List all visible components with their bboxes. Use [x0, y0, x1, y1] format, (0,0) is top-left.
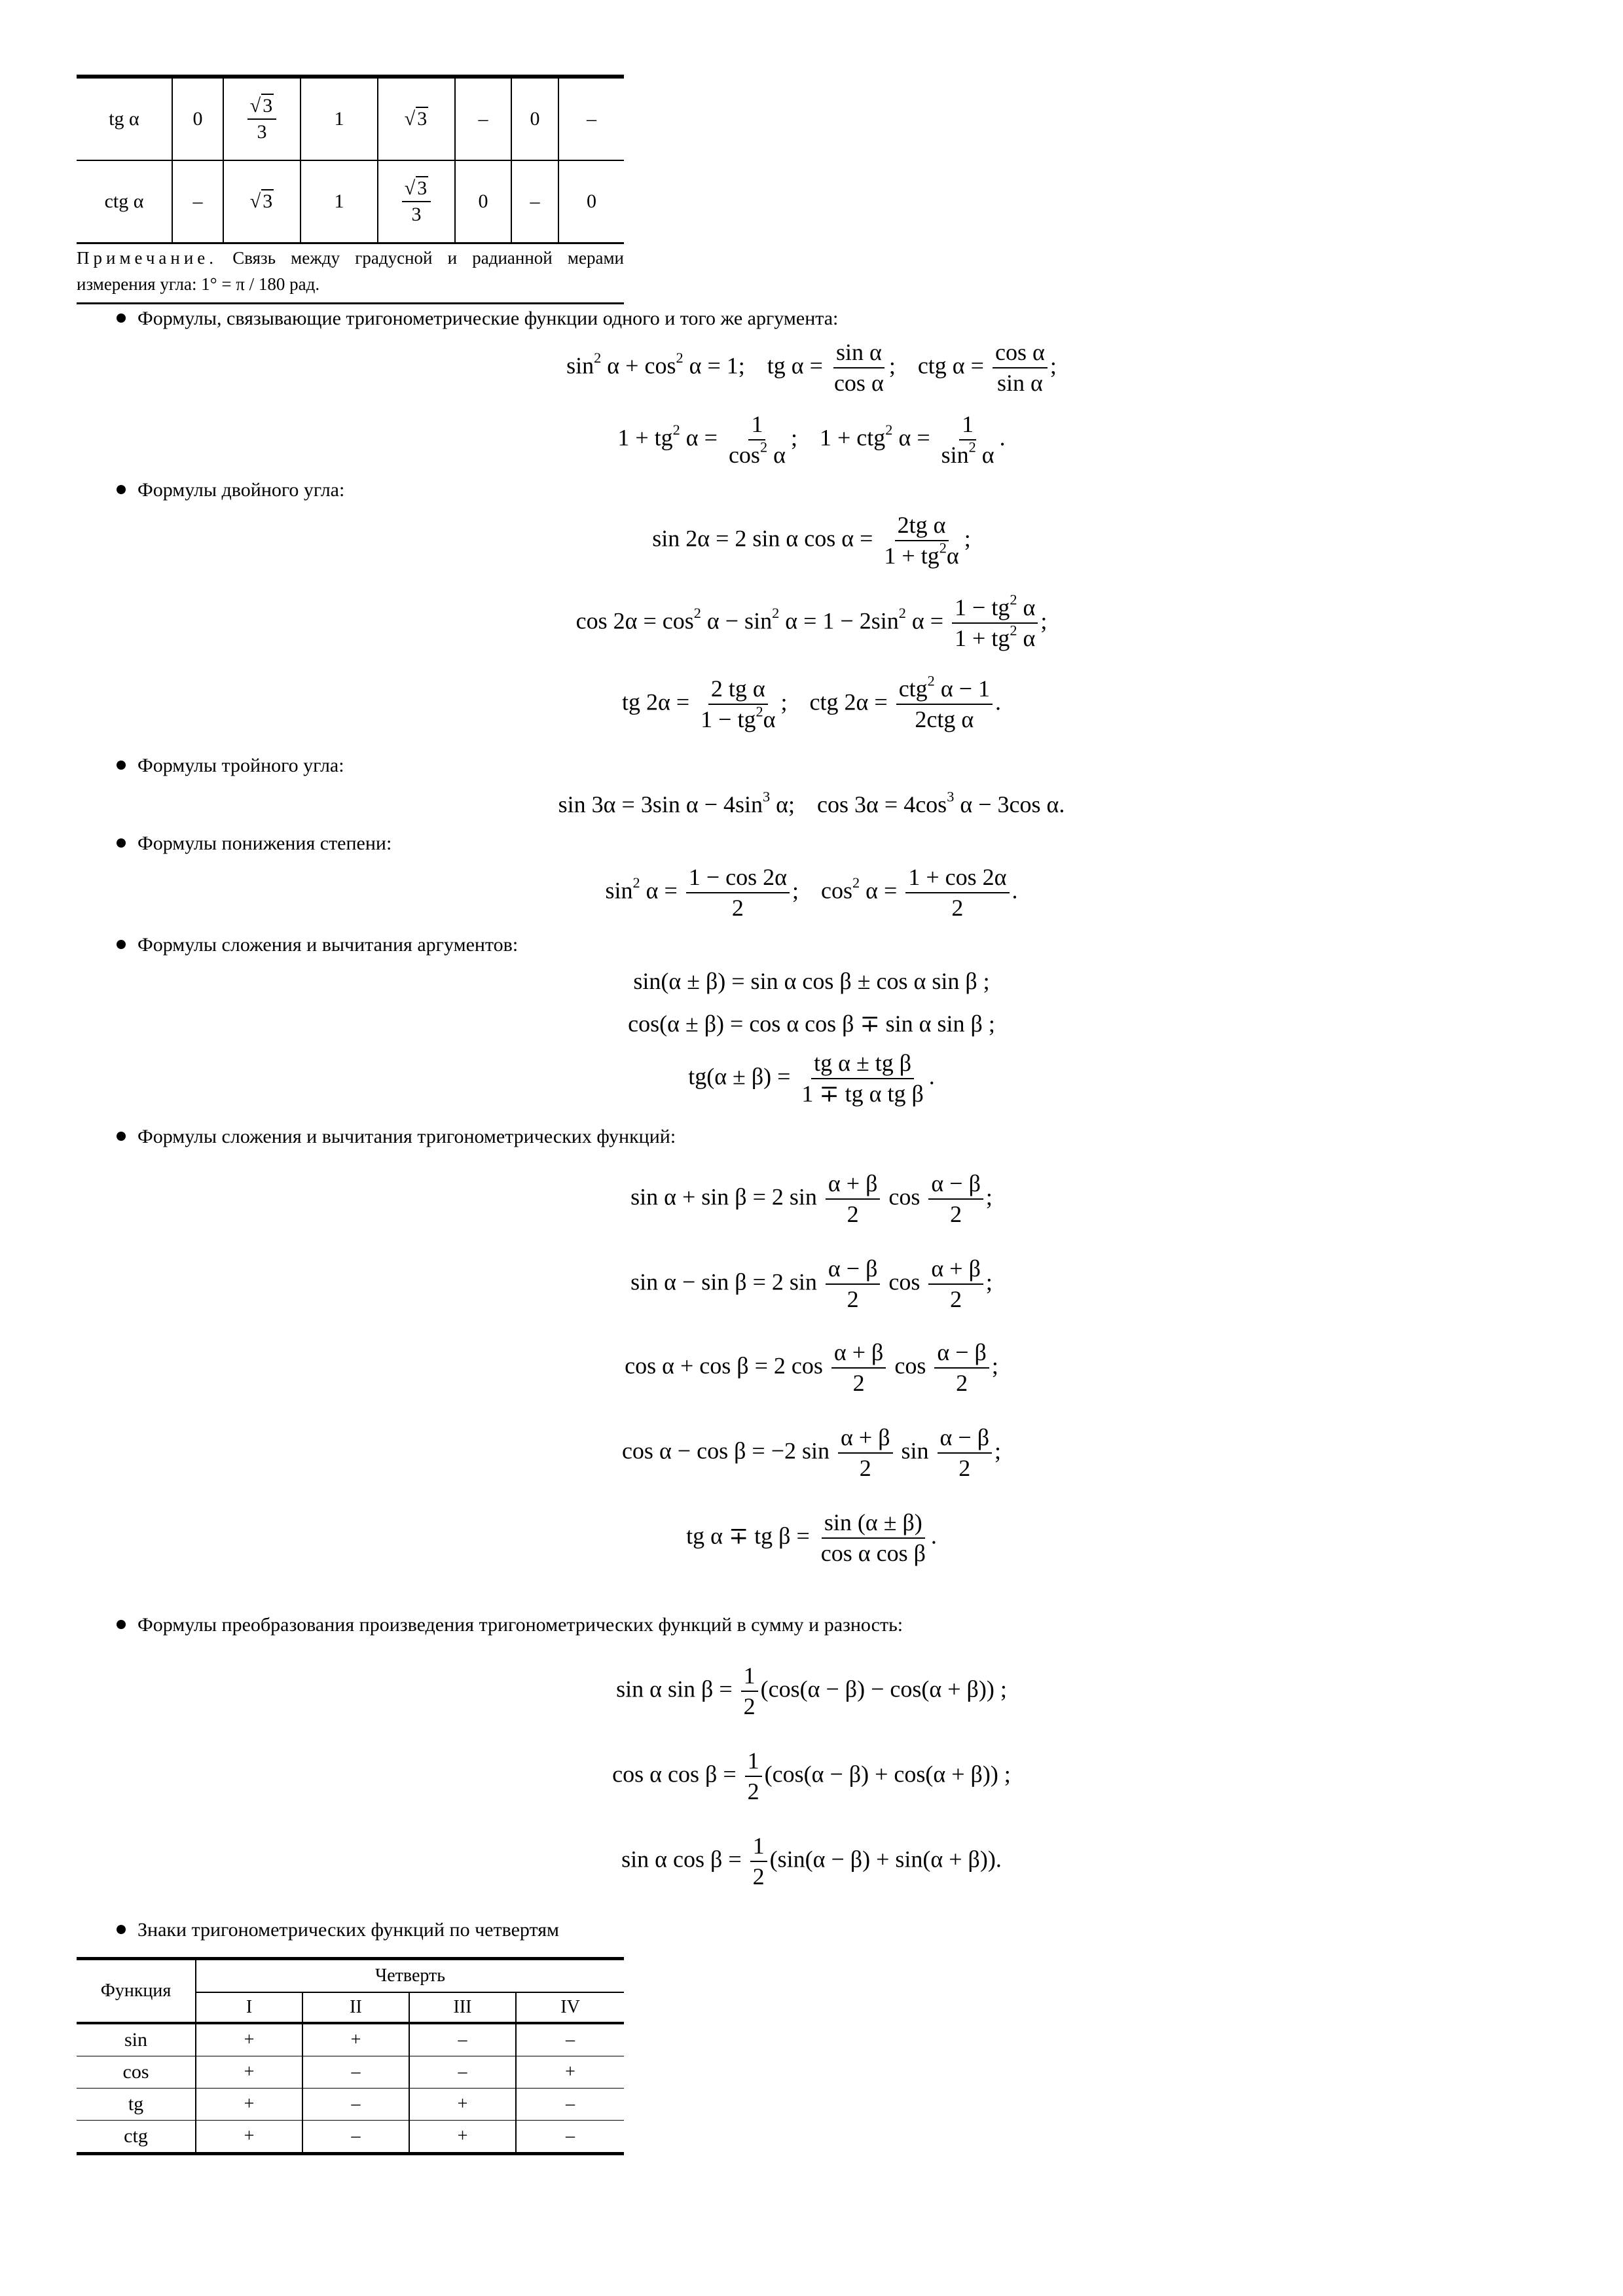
bullet-icon [117, 838, 126, 848]
section-heading: Формулы понижения степени: [117, 833, 392, 855]
bullet-icon [117, 1620, 126, 1629]
section-heading: Формулы тройного угла: [117, 755, 344, 777]
function-cell: tg [77, 2089, 196, 2121]
formula-line: sin 3α = 3sin $\alpha - 4\sin^3$ α; $\cos 3\alpha = 4\cos^3$ α − 3cos α. [558, 788, 1065, 817]
value-cell: 1 [301, 77, 378, 160]
formula-line: sin 2α = 2 sin α cos α = $\frac{\text{2tg α}}{1 + tg^2\alpha}$ ; [652, 512, 971, 569]
bullet-icon [117, 485, 126, 494]
function-cell: ctg [77, 2121, 196, 2154]
table-note [77, 245, 624, 297]
formula-line: $\sin^2 \alpha$ = $\frac{1 - \cos 2\alpha}{2}$ ; $\cos^2 \alpha$ = $\frac{1 + \cos 2\alpha}{2}$ . [605, 864, 1018, 922]
table-row [77, 2121, 624, 2154]
formula-line: sin α sin β = $\frac{1}{2}$ (cos(α − β) − cos(α + β)) ; [616, 1662, 1007, 1720]
bullet-icon [117, 1925, 126, 1934]
sign-cell: + [196, 2023, 302, 2056]
value-cell: 0 [455, 160, 511, 243]
value-cell: √ 3 [223, 160, 301, 243]
formula-line: tg α ∓ tg β = $\frac{\sin (\alpha \pm \beta)}{\text{cos α cos β}}$ . [686, 1509, 937, 1567]
table-row [77, 77, 624, 160]
sign-cell: – [516, 2089, 624, 2121]
value-cell: √ 3 [378, 77, 455, 160]
sign-cell: + [196, 2121, 302, 2154]
formula-line: sin α − sin β = 2 sin $\frac{\alpha - \beta}{2}$ cos $\frac{\alpha + \beta}{2}$ ; [630, 1255, 993, 1313]
quarter-label: III [409, 1992, 516, 2023]
value-cell: 0 [558, 160, 624, 243]
sign-cell: + [516, 2056, 624, 2089]
formula-line: $\cos 2\alpha = \cos^2 \alpha - \sin^2 \alpha = 1 - 2\sin^2$ α = $\frac{1 - tg^2 \alpha}{1 + tg^2 \alpha}$ ; [575, 591, 1048, 652]
quarter-label: I [196, 1992, 302, 2023]
function-header: Функция [100, 1981, 172, 2001]
sign-cell: – [302, 2089, 409, 2121]
table-header-row [77, 1959, 624, 1993]
function-cell: cos [77, 2056, 196, 2089]
bullet-icon [117, 761, 126, 770]
section-heading: Формулы двойного угла: [117, 479, 344, 501]
formula-line: sin(α ± β) = sin α cos β ± cos α sin β ; [633, 968, 990, 994]
formula-line: cos(α ± β) = cos α cos β ∓ sin α sin β ; [628, 1011, 995, 1037]
sign-cell: + [196, 2089, 302, 2121]
note-label: Примечание. [77, 248, 218, 268]
formula-line: cos α − cos β = −2 sin $\frac{\alpha + \beta}{2}$ sin $\frac{\alpha - \beta}{2}$ ; [621, 1424, 1002, 1482]
formula-line: $\sin^2 \alpha + \cos^2 \alpha = 1$; tg α = $\frac{\text{sin α}}{\text{cos α}}$ ; ctg α = $\frac{\text{cos α}}{\text{sin α}}$ ; [566, 339, 1057, 397]
value-cell: 0 [511, 77, 558, 160]
sign-cell: – [302, 2121, 409, 2154]
quarter-label: II [302, 1992, 409, 2023]
value-cell: – [511, 160, 558, 243]
formula-line: sin α cos β = $\frac{1}{2}$ (sin(α − β) + sin(α + β)). [621, 1833, 1002, 1890]
sign-cell: – [409, 2056, 516, 2089]
quarter-signs-table [77, 1957, 624, 2155]
formula-line: $1 + tg^2$ α = $\frac{1}{\cos^2 \alpha}$ ; 1 + ctg$^2$ α = $\frac{1}{\sin^2 \alpha}$ . [617, 411, 1006, 469]
table-row [77, 160, 624, 243]
sign-cell: – [302, 2056, 409, 2089]
tangent-values-table [77, 75, 624, 244]
sign-cell: – [516, 2023, 624, 2056]
value-cell: – [172, 160, 223, 243]
sign-cell: + [409, 2121, 516, 2154]
formula-line: sin α + sin β = 2 sin $\frac{\alpha + \beta}{2}$ cos $\frac{\alpha - \beta}{2}$ ; [630, 1170, 993, 1228]
value-cell: $\frac{√ 3}{3}$ [378, 160, 455, 243]
section-heading: Знаки тригонометрических функций по четвертям [117, 1919, 559, 1941]
table-row [77, 2089, 624, 2121]
bullet-icon [117, 1132, 126, 1141]
divider [77, 302, 624, 304]
value-cell: 1 [301, 160, 378, 243]
value-cell: – [455, 77, 511, 160]
formula-line: tg(α ± β) = $\frac{\text{tg α ± tg β}}{\text{1 ∓ tg α tg β}}$ . [688, 1050, 935, 1107]
function-cell: sin [77, 2023, 196, 2056]
sign-cell: – [516, 2121, 624, 2154]
value-cell: – [558, 77, 624, 160]
sign-cell: + [196, 2056, 302, 2089]
value-cell: 0 [172, 77, 223, 160]
function-cell: ctg α [77, 160, 172, 243]
section-heading: Формулы сложения и вычитания аргументов: [117, 934, 518, 956]
function-cell: tg α [109, 108, 139, 130]
bullet-icon [117, 314, 126, 323]
bullet-icon [117, 940, 126, 949]
section-heading: Формулы сложения и вычитания тригонометрических функций: [117, 1126, 676, 1148]
sign-cell: + [302, 2023, 409, 2056]
table-row [77, 2023, 624, 2056]
sign-cell: – [409, 2023, 516, 2056]
section-heading: Формулы, связывающие тригонометрические функции одного и того же аргумента: [117, 308, 838, 330]
formula-line: tg 2α = $\frac{\text{2 tg α}}{1 - tg^2\alpha}$ ; ctg 2α = ctg$^2$ α − 1 2ctg α . [622, 672, 1001, 733]
quarter-label: IV [516, 1992, 624, 2023]
note-text: Связь между градусной и радианной мерами измерения угла: 1° = π / 180 рад. [77, 248, 625, 294]
sign-cell: + [409, 2089, 516, 2121]
section-heading: Формулы преобразования произведения тригонометрических функций в сумму и разность: [117, 1614, 903, 1636]
formula-line: cos α cos β = $\frac{1}{2}$ (cos(α − β) + cos(α + β)) ; [612, 1748, 1011, 1805]
table-row [77, 2056, 624, 2089]
quarter-header: Четверть [196, 1959, 624, 1993]
value-cell: $\frac{√ 3}{3}$ [223, 77, 301, 160]
formula-line: cos α + cos β = 2 cos $\frac{\alpha + \beta}{2}$ cos $\frac{\alpha - \beta}{2}$ ; [625, 1339, 998, 1397]
